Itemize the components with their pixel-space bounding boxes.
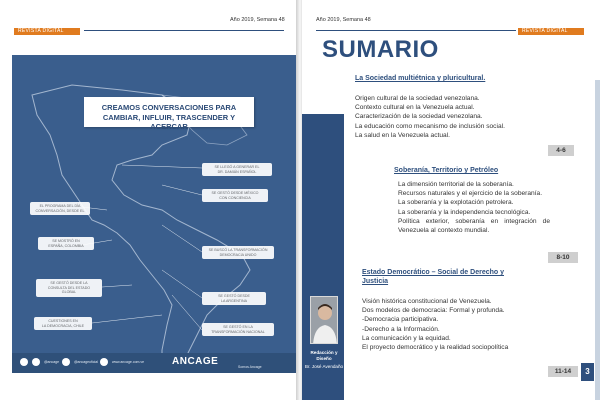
header-date: Año 2019, Semana 48 [230, 17, 285, 23]
ancage-logo: ANCAGE [172, 356, 219, 367]
list-item: La soberanía y la independencia tecnológica. [398, 208, 531, 216]
poster-footer [12, 353, 296, 373]
header-rule [84, 30, 284, 31]
list-item: -Derecho a la Información. [362, 325, 440, 333]
ribbon-label: REVISTA DIGITAL [518, 28, 584, 35]
list-item: El proyecto democrático y la realidad sociopolítica [362, 344, 509, 352]
list-item: La educación como mecanismo de inclusión social. [355, 122, 505, 130]
facebook-icon[interactable] [20, 358, 28, 366]
page-range-badge: 4-6 [548, 145, 574, 156]
poster-headline [84, 97, 254, 131]
list-item: La soberanía y la explotación petrolera. [398, 199, 514, 207]
website-link[interactable]: www.ancage.com.ve [112, 360, 145, 364]
header-date: Año 2019, Semana 48 [316, 17, 371, 23]
instagram-icon[interactable] [62, 358, 70, 366]
header-rule [316, 30, 516, 31]
list-item: Política exterior, soberanía en integración de Venezuela al contexto mundial. [398, 217, 550, 235]
author-portrait [311, 297, 338, 344]
list-item: La salud en la Venezuela actual. [355, 131, 450, 139]
credit-role: Redacción y [310, 350, 338, 355]
poster-headline-line1: CREAMOS CONVERSACIONES PARA [101, 103, 237, 112]
credit-name: Br. José Avendaño [304, 364, 344, 369]
list-item: Origen cultural de la sociedad venezolana. [355, 95, 480, 102]
left-page [0, 0, 298, 400]
poster-callout: SE GESTÓ DESDE LA CONSULTA DEL ESTADO GLOBAL [36, 279, 102, 297]
section-title: La Sociedad multiétnica y pluricultural. [355, 75, 486, 82]
ribbon-label: REVISTA DIGITAL [14, 28, 80, 35]
page-range-badge: 8-10 [548, 252, 578, 263]
right-page [302, 0, 600, 400]
poster-callout: CUESTIONES EN LA DEMOCRACIA, CHILE [34, 317, 92, 330]
poster-headline-line2: CAMBIAR, INFLUIR, TRASCENDER Y ACERCAR [102, 112, 236, 131]
poster-callout: SE LLEGÓ A GENERAR EL DR. DAMIÁN ESPAÑOL [202, 163, 272, 176]
poster-callout: SE GESTÓ DESDE MÉXICO CON CONCIENCIA [202, 189, 268, 202]
list-item: La dimensión territorial de la soberanía. [398, 181, 514, 188]
poster [12, 55, 296, 373]
globe-icon[interactable] [100, 358, 108, 366]
poster-callout: SE GESTÓ DESDE LA ARGENTINA [202, 292, 266, 305]
list-item: Contexto cultural en la Venezuela actual. [355, 104, 475, 112]
edge-strip [595, 80, 600, 400]
list-item: Visión histórica constitucional de Venezuela. [362, 298, 492, 305]
section-title: Estado Democrático – Social de Derecho y Justicia [362, 269, 504, 285]
list-item: Recursos naturales y el ejercicio de la soberanía. [398, 190, 543, 198]
social-handle[interactable]: @ancageoficial [74, 360, 98, 364]
poster-callout: SE GESTÓ EN LA TRANSFORMACIÓN NACIONAL [202, 323, 274, 336]
page-range-badge: 11-14 [548, 366, 578, 377]
author-avatar [310, 296, 338, 344]
poster-callout: SE MOSTRÓ EN ESPAÑA, COLOMBIA [38, 237, 94, 250]
list-item: Dos modelos de democracia: Formal y profunda. [362, 307, 505, 315]
poster-callout: EL PROGRAMA DEL DÍA CONVERSACIÓN, DESDE EL [30, 202, 90, 215]
page-title: SUMARIO [322, 36, 439, 63]
page-number: 3 [581, 363, 594, 381]
poster-callout: SE BUSCÓ LA TRANSFORMACIÓN DEMOCRACIA UNIDO [202, 246, 274, 259]
list-item: La comunicación y la equidad. [362, 334, 451, 342]
section-list [362, 297, 512, 352]
social-handle[interactable]: @ancage [44, 360, 60, 364]
section-list [355, 94, 585, 140]
list-item: Caracterización de la sociedad venezolana. [355, 113, 483, 121]
list-item: -Democracia participativa. [362, 316, 439, 324]
twitter-icon[interactable] [32, 358, 40, 366]
credit-role: Diseño [316, 356, 332, 361]
section-title: Soberanía, Territorio y Petróleo [394, 167, 499, 174]
section-list [398, 180, 550, 235]
sub-brand: Somos Ancage [238, 365, 262, 369]
